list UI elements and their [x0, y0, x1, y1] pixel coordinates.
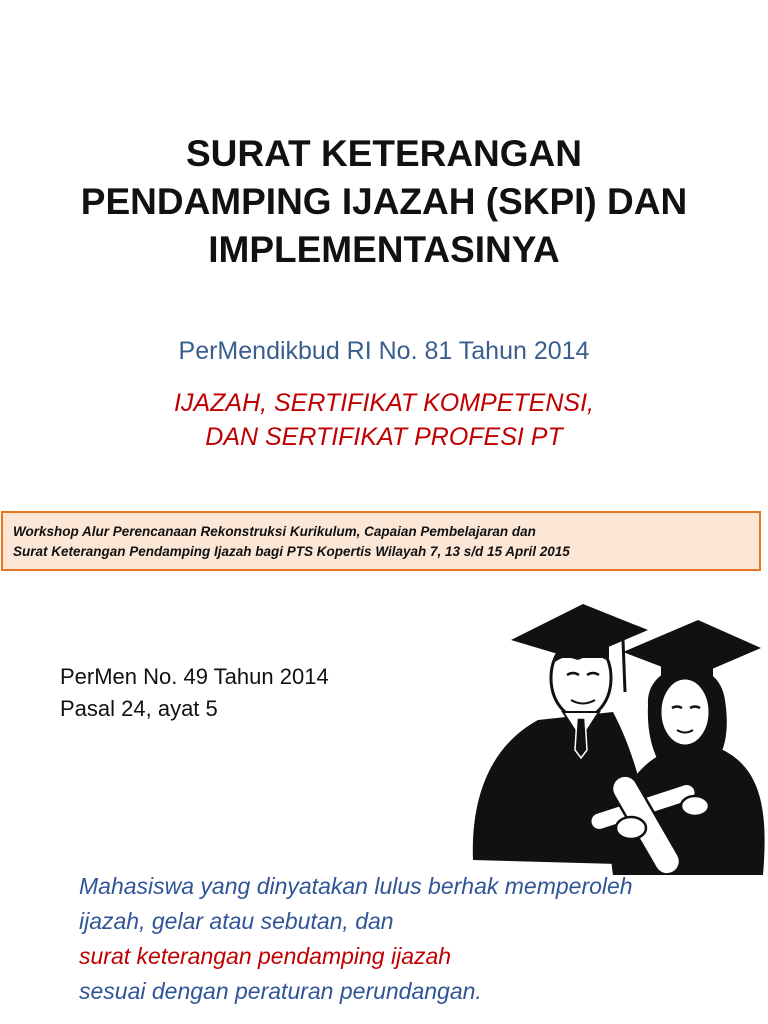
quote-line-4: sesuai dengan peraturan perundangan.: [79, 978, 482, 1004]
red-heading-line-1: IJAZAH, SERTIFIKAT KOMPETENSI,: [174, 389, 594, 417]
graduates-illustration-icon: [463, 600, 768, 875]
workshop-banner: [1, 511, 761, 571]
reference-line-1: PerMen No. 49 Tahun 2014: [60, 664, 329, 689]
title-line-1: SURAT KETERANGAN: [185, 133, 583, 174]
workshop-line-2: Surat Keterangan Pendamping Ijazah bagi PTS Kopertis Wilayah 7, 13 s/d 15 April 2015: [13, 544, 570, 559]
quote-line-1: Mahasiswa yang dinyatakan lulus berhak memperoleh: [79, 873, 633, 899]
title-line-2: PENDAMPING IJAZAH (SKPI) DAN: [80, 181, 688, 222]
regulation-reference: [60, 661, 329, 725]
red-heading-line-2: DAN SERTIFIKAT PROFESI PT: [205, 423, 563, 451]
quote-line-3: surat keterangan pendamping ijazah: [79, 943, 452, 969]
reference-line-2: Pasal 24, ayat 5: [60, 696, 218, 721]
quote-line-2: ijazah, gelar atau sebutan, dan: [79, 908, 394, 934]
regulation-subtitle: PerMendikbud RI No. 81 Tahun 2014: [178, 337, 590, 365]
workshop-line-1: Workshop Alur Perencanaan Rekonstruksi Kurikulum, Capaian Pembelajaran dan: [13, 524, 536, 539]
red-heading: [0, 386, 768, 454]
title-line-3: IMPLEMENTASINYA: [208, 229, 560, 270]
quote-text: [79, 869, 633, 1009]
slide-title: [0, 130, 768, 274]
